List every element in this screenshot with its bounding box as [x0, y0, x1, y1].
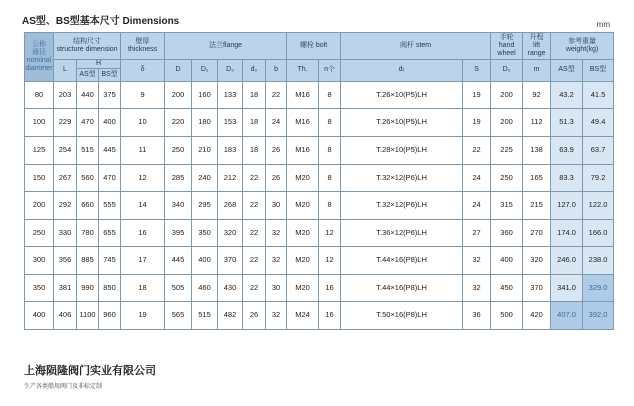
cell-S: 32 — [463, 247, 491, 275]
cell-h-as: 470 — [77, 109, 99, 137]
cell-m: 420 — [523, 302, 551, 330]
cell-d0: 18 — [243, 81, 266, 109]
cell-h-as: 1100 — [77, 302, 99, 330]
cell-L: 292 — [54, 192, 77, 220]
cell-h-bs: 555 — [99, 192, 121, 220]
cell-weight-as: 246.0 — [551, 247, 583, 275]
cell-stem: T.36×12(P6)LH — [341, 219, 463, 247]
cell-dn: 250 — [25, 219, 54, 247]
cell-delta: 9 — [121, 81, 165, 109]
cell-m: 138 — [523, 137, 551, 165]
cell-dn: 350 — [25, 274, 54, 302]
header-d0: d₀ — [243, 59, 266, 81]
cell-h-as: 560 — [77, 164, 99, 192]
cell-D: 285 — [165, 164, 192, 192]
cell-S: 24 — [463, 192, 491, 220]
cell-dn: 200 — [25, 192, 54, 220]
cell-b: 24 — [266, 109, 287, 137]
table-row — [25, 302, 614, 330]
header-row-2 — [25, 59, 614, 69]
cell-D: 220 — [165, 109, 192, 137]
cell-weight-as: 341.0 — [551, 274, 583, 302]
header-flange: 法兰flange — [165, 33, 287, 60]
cell-D0: 360 — [491, 219, 523, 247]
cell-weight-bs: 166.0 — [583, 219, 614, 247]
header-D: D — [165, 59, 192, 81]
cell-L: 229 — [54, 109, 77, 137]
dimensions-table — [24, 32, 614, 330]
table-row — [25, 164, 614, 192]
cell-D2: 320 — [218, 219, 243, 247]
cell-d0: 22 — [243, 247, 266, 275]
cell-D2: 482 — [218, 302, 243, 330]
cell-b: 30 — [266, 274, 287, 302]
cell-n: 8 — [319, 192, 341, 220]
cell-th: M16 — [287, 109, 319, 137]
cell-th: M20 — [287, 247, 319, 275]
cell-stem: T.50×16(P8)LH — [341, 302, 463, 330]
cell-D2: 133 — [218, 81, 243, 109]
cell-h-bs: 745 — [99, 247, 121, 275]
cell-m: 270 — [523, 219, 551, 247]
header-m: m — [523, 59, 551, 81]
cell-stem: T.32×12(P6)LH — [341, 164, 463, 192]
cell-S: 24 — [463, 164, 491, 192]
cell-h-bs: 655 — [99, 219, 121, 247]
header-nominal-diameter: 公称 通径 nominal diameter — [25, 33, 54, 82]
cell-delta: 14 — [121, 192, 165, 220]
cell-delta: 18 — [121, 274, 165, 302]
cell-b: 30 — [266, 192, 287, 220]
header-H: H — [77, 59, 121, 69]
cell-dn: 300 — [25, 247, 54, 275]
cell-m: 320 — [523, 247, 551, 275]
cell-D1: 460 — [192, 274, 218, 302]
header-S: S — [463, 59, 491, 81]
cell-delta: 11 — [121, 137, 165, 165]
cell-D1: 515 — [192, 302, 218, 330]
cell-m: 112 — [523, 109, 551, 137]
cell-dn: 150 — [25, 164, 54, 192]
cell-b: 26 — [266, 164, 287, 192]
cell-D0: 450 — [491, 274, 523, 302]
cell-D1: 350 — [192, 219, 218, 247]
cell-D: 200 — [165, 81, 192, 109]
cell-L: 267 — [54, 164, 77, 192]
cell-D: 395 — [165, 219, 192, 247]
header-D2: D₂ — [218, 59, 243, 81]
cell-n: 8 — [319, 164, 341, 192]
cell-d0: 22 — [243, 192, 266, 220]
cell-L: 203 — [54, 81, 77, 109]
cell-stem: T.28×10(P5)LH — [341, 137, 463, 165]
cell-n: 8 — [319, 137, 341, 165]
cell-d0: 18 — [243, 109, 266, 137]
table-row — [25, 109, 614, 137]
cell-h-as: 990 — [77, 274, 99, 302]
cell-th: M16 — [287, 81, 319, 109]
cell-delta: 16 — [121, 219, 165, 247]
cell-L: 254 — [54, 137, 77, 165]
header-weight-as: AS型 — [551, 59, 583, 81]
cell-h-as: 515 — [77, 137, 99, 165]
cell-L: 406 — [54, 302, 77, 330]
cell-delta: 10 — [121, 109, 165, 137]
cell-D0: 315 — [491, 192, 523, 220]
cell-dn: 125 — [25, 137, 54, 165]
cell-S: 22 — [463, 137, 491, 165]
cell-th: M20 — [287, 164, 319, 192]
header-delta: δ — [121, 59, 165, 81]
table-row — [25, 219, 614, 247]
cell-d0: 22 — [243, 274, 266, 302]
cell-weight-as: 83.3 — [551, 164, 583, 192]
cell-L: 330 — [54, 219, 77, 247]
cell-stem: T.26×10(P5)LH — [341, 81, 463, 109]
cell-weight-as: 174.0 — [551, 219, 583, 247]
header-row-1 — [25, 33, 614, 60]
table-row — [25, 81, 614, 109]
cell-b: 26 — [266, 137, 287, 165]
cell-delta: 12 — [121, 164, 165, 192]
cell-h-bs: 375 — [99, 81, 121, 109]
cell-b: 32 — [266, 219, 287, 247]
cell-h-as: 780 — [77, 219, 99, 247]
cell-D1: 295 — [192, 192, 218, 220]
cell-d0: 22 — [243, 219, 266, 247]
cell-h-as: 440 — [77, 81, 99, 109]
cell-n: 8 — [319, 109, 341, 137]
header-th: Th. — [287, 59, 319, 81]
cell-h-bs: 470 — [99, 164, 121, 192]
header-stem: 阀杆 stem — [341, 33, 491, 60]
cell-D0: 225 — [491, 137, 523, 165]
table-title: AS型、BS型基本尺寸 Dimensions — [22, 16, 180, 27]
cell-weight-as: 43.2 — [551, 81, 583, 109]
cell-D0: 400 — [491, 247, 523, 275]
cell-D0: 200 — [491, 81, 523, 109]
cell-delta: 17 — [121, 247, 165, 275]
table-row — [25, 192, 614, 220]
cell-D1: 400 — [192, 247, 218, 275]
cell-stem: T.44×16(P8)LH — [341, 247, 463, 275]
cell-weight-bs: 49.4 — [583, 109, 614, 137]
cell-n: 12 — [319, 219, 341, 247]
cell-b: 22 — [266, 81, 287, 109]
cell-weight-as: 127.0 — [551, 192, 583, 220]
cell-D2: 430 — [218, 274, 243, 302]
cell-D1: 240 — [192, 164, 218, 192]
cell-m: 215 — [523, 192, 551, 220]
header-D0: D₀ — [491, 59, 523, 81]
cell-D2: 183 — [218, 137, 243, 165]
cell-weight-bs: 329.0 — [583, 274, 614, 302]
cell-D1: 160 — [192, 81, 218, 109]
header-n: n个 — [319, 59, 341, 81]
cell-dn: 80 — [25, 81, 54, 109]
header-weight-bs: BS型 — [583, 59, 614, 81]
header-structure: 结构尺寸 structure dimension — [54, 33, 121, 60]
cell-L: 381 — [54, 274, 77, 302]
cell-D2: 370 — [218, 247, 243, 275]
cell-th: M20 — [287, 274, 319, 302]
header-h-as: AS型 — [77, 69, 99, 82]
cell-weight-bs: 79.2 — [583, 164, 614, 192]
cell-S: 32 — [463, 274, 491, 302]
cell-weight-bs: 122.0 — [583, 192, 614, 220]
cell-D: 250 — [165, 137, 192, 165]
cell-th: M16 — [287, 137, 319, 165]
cell-n: 16 — [319, 302, 341, 330]
cell-weight-as: 63.9 — [551, 137, 583, 165]
cell-D: 445 — [165, 247, 192, 275]
cell-b: 32 — [266, 247, 287, 275]
company-name: 上海陨隆阀门实业有限公司 — [24, 365, 156, 377]
cell-n: 8 — [319, 81, 341, 109]
header-dt: dₜ — [341, 59, 463, 81]
cell-weight-bs: 392.0 — [583, 302, 614, 330]
header-weight: 参考重量 weight(kg) — [551, 33, 614, 60]
cell-D: 565 — [165, 302, 192, 330]
cell-D1: 180 — [192, 109, 218, 137]
cell-delta: 19 — [121, 302, 165, 330]
header-L: L — [54, 59, 77, 81]
cell-S: 19 — [463, 81, 491, 109]
header-bolt: 螺栓 bolt — [287, 33, 341, 60]
table-row — [25, 137, 614, 165]
cell-S: 36 — [463, 302, 491, 330]
header-lift: 升程 lift range — [523, 33, 551, 60]
cell-D: 340 — [165, 192, 192, 220]
cell-S: 27 — [463, 219, 491, 247]
cell-d0: 22 — [243, 164, 266, 192]
cell-L: 356 — [54, 247, 77, 275]
cell-th: M20 — [287, 219, 319, 247]
table-row — [25, 247, 614, 275]
company-slogan: 生产各类船用阀门及非标定制 — [24, 384, 103, 390]
cell-weight-bs: 238.0 — [583, 247, 614, 275]
cell-stem: T.26×10(P5)LH — [341, 109, 463, 137]
cell-b: 32 — [266, 302, 287, 330]
table-row — [25, 274, 614, 302]
header-hand-wheel: 手轮 hand wheel — [491, 33, 523, 60]
cell-D: 505 — [165, 274, 192, 302]
cell-h-as: 885 — [77, 247, 99, 275]
cell-stem: T.32×12(P6)LH — [341, 192, 463, 220]
cell-S: 19 — [463, 109, 491, 137]
cell-stem: T.44×16(P8)LH — [341, 274, 463, 302]
cell-weight-bs: 41.5 — [583, 81, 614, 109]
cell-h-as: 660 — [77, 192, 99, 220]
cell-h-bs: 400 — [99, 109, 121, 137]
cell-m: 165 — [523, 164, 551, 192]
cell-n: 16 — [319, 274, 341, 302]
cell-D0: 500 — [491, 302, 523, 330]
header-h-bs: BS型 — [99, 69, 121, 82]
cell-D0: 250 — [491, 164, 523, 192]
cell-d0: 18 — [243, 137, 266, 165]
header-b: b — [266, 59, 287, 81]
cell-m: 370 — [523, 274, 551, 302]
header-D1: D₁ — [192, 59, 218, 81]
cell-D2: 212 — [218, 164, 243, 192]
cell-h-bs: 445 — [99, 137, 121, 165]
cell-D0: 200 — [491, 109, 523, 137]
cell-D2: 268 — [218, 192, 243, 220]
cell-th: M20 — [287, 192, 319, 220]
cell-h-bs: 850 — [99, 274, 121, 302]
cell-m: 92 — [523, 81, 551, 109]
cell-h-bs: 960 — [99, 302, 121, 330]
cell-d0: 26 — [243, 302, 266, 330]
cell-D1: 210 — [192, 137, 218, 165]
cell-D2: 153 — [218, 109, 243, 137]
header-thickness: 壁厚 thickness — [121, 33, 165, 60]
cell-dn: 400 — [25, 302, 54, 330]
unit-label: mm — [596, 20, 610, 29]
cell-n: 12 — [319, 247, 341, 275]
cell-weight-as: 51.3 — [551, 109, 583, 137]
cell-dn: 100 — [25, 109, 54, 137]
cell-weight-as: 407.0 — [551, 302, 583, 330]
cell-weight-bs: 63.7 — [583, 137, 614, 165]
cell-th: M24 — [287, 302, 319, 330]
